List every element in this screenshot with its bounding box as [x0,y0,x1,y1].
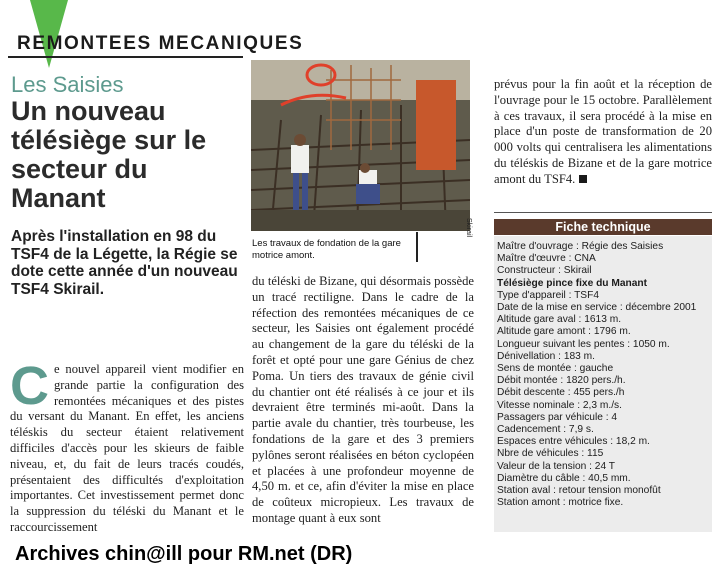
fiche-row: Débit descente : 455 pers./h [497,387,625,399]
fiche-row: Maître d'œuvre : CNA [497,253,596,265]
fiche-row: Vitesse nominale : 2,3 m./s. [497,399,622,411]
column-1-text: e nouvel appareil vient modifier en grande partie la configuration des remontées mécaniques et des pistes du versant du Manant. En effet, les anciens téléskis du secteur étaient relativement difficiles d'accès pour les skieurs de faible niveau, et, du fait de leurs tracés coudés, présentaient des difficultés d'exploitation importantes. Cet investissement permet donc la suppression du téléski du Manant et le raccourcissement [10,362,244,534]
fiche-technique-list [497,241,711,509]
end-of-article-mark [579,175,587,183]
drop-cap: C [10,356,49,416]
article-headline: Un nouveau télésiège sur le secteur du Manant [11,96,207,213]
fiche-row: Longueur suivant les pentes : 1050 m. [497,338,670,350]
fiche-row: Sens de montée : gauche [497,363,614,375]
fiche-row: Dénivellation : 183 m. [497,350,595,362]
photo-credit: Skirail [465,218,472,238]
fiche-row: Télésiège pince fixe du Manant [497,277,648,289]
column-3-text: prévus pour la fin août et la réception de l'ouvrage pour le 15 octobre. Parallèlement à ces travaux, il sera procédé à la mise en place d'un poste de transformation de 20 000 volts qui centralisera les alimentations du téléskis de Bizane et de la gare motrice amont du TSF4. [494,77,712,186]
fiche-row: Débit montée : 1820 pers./h. [497,375,626,387]
fiche-divider [494,212,712,213]
fiche-row: Valeur de la tension : 24 T [497,460,615,472]
fiche-technique-title: Fiche technique [494,219,712,235]
fiche-row: Station amont : motrice fixe. [497,497,624,509]
photo-caption: Les travaux de fondation de la gare motrice amont. [252,238,401,261]
fiche-row: Cadencement : 7,9 s. [497,424,594,436]
fiche-row: Passagers par véhicule : 4 [497,411,618,423]
fiche-row: Nbre de véhicules : 115 [497,448,604,460]
article-column-3 [494,77,712,188]
fiche-row: Altitude gare aval : 1613 m. [497,314,622,326]
rubric-divider [8,56,243,58]
construction-photo [251,60,470,231]
fiche-row: Maître d'ouvrage : Régie des Saisies [497,241,664,252]
article-lead: Après l'installation en 98 du TSF4 de la Légette, la Régie se dote cette année d'un nouveau TSF4 Skirail. [11,228,238,298]
article-column-1 [10,356,244,536]
section-rubric: REMONTEES MECANIQUES [17,33,304,54]
fiche-row: Constructeur : Skirail [497,265,592,277]
fiche-row: Type d'appareil : TSF4 [497,289,599,301]
fiche-row: Altitude gare amont : 1796 m. [497,326,631,338]
fiche-row: Espaces entre véhicules : 18,2 m. [497,436,650,448]
fiche-row: Diamètre du câble : 40,5 mm. [497,472,631,484]
location-kicker: Les Saisies [11,72,124,97]
archive-watermark: Archives chin@ill pour RM.net (DR) [15,543,353,565]
column-2-text: du téléski de Bizane, qui désormais possède un tracé rectiligne. Dans le cadre de la réfection des remontées mécaniques de ce secteur, les Saisies ont également procédé au changement de la gare du téléski de la forêt et opté pour une gare Génius de chez Poma. Un tiers des travaux de génie civil du chantier ont été réalisés à ce jour et ils devraient être terminés mi-août. Dans la partie avale du chantier, très tourbeuse, les fondations de la gare et des 3 premiers pylônes seront réalisées en béton cyclopéen et placées à une profondeur moyenne de 4,50 m. et ce, afin d'éviter la mise en place de coûteux micropieux. Les travaux de montage quant à eux sont [252,274,474,525]
fiche-row: Station aval : retour tension monofût [497,485,661,497]
fiche-row: Date de la mise en service : décembre 2001 [497,302,697,314]
article-column-2 [252,274,474,527]
